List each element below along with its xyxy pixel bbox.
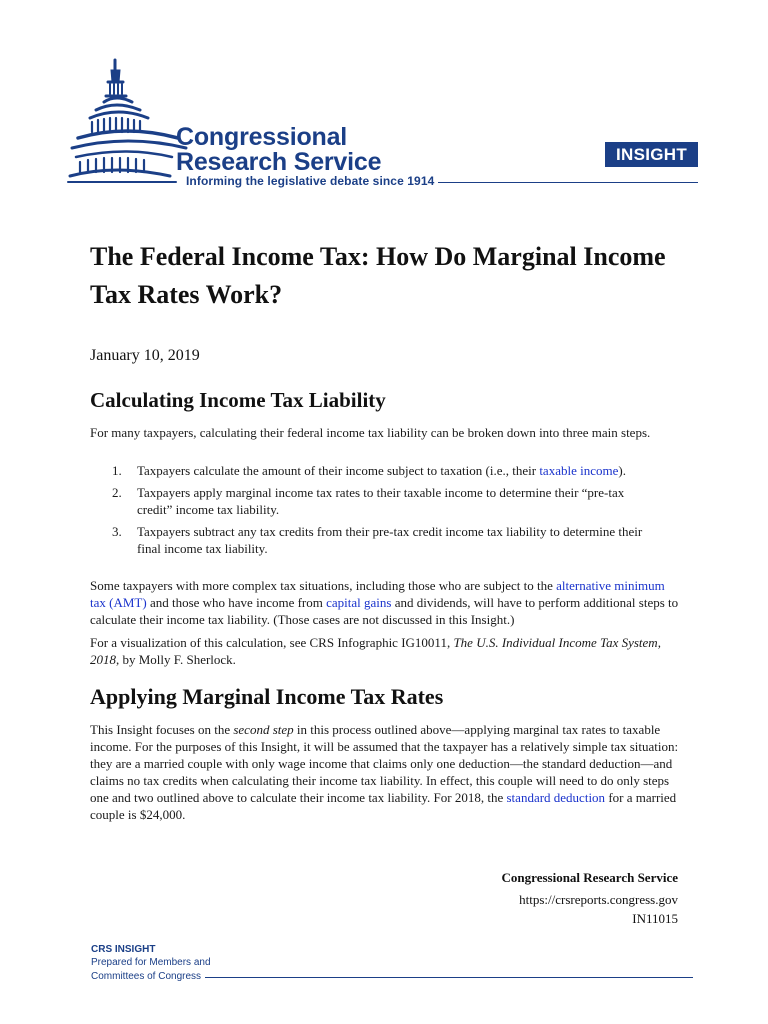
paragraph-text: for a married couple is $24,000. <box>90 790 677 822</box>
tagline-divider <box>438 182 698 183</box>
step-text: Taxpayers subtract any tax credits from their pre-tax credit income tax liability to determine their final income tax liability. <box>137 524 643 556</box>
org-name-line2: Research Service <box>176 148 382 176</box>
prepared-for-line2: Committees of Congress <box>91 971 202 982</box>
list-item-number: 2. <box>112 485 122 500</box>
paragraph-text: , by Molly F. Sherlock. <box>116 652 236 667</box>
paragraph-text: in this process outlined above—applying marginal tax rates to taxable income. For the purposes of this Insight, it will be assumed that the taxpayer has a relatively simple tax situation: they are a married couple with only wage income that claims only one deduction—the standard deduction—and claims no tax credits when calculating their income tax liability. In effect, this couple will need to do only steps one and two outlined above to calculate their income tax liability. For 2018, the <box>90 722 679 805</box>
paragraph-text: For a visualization of this calculation, see CRS Infographic IG10011, <box>90 635 454 650</box>
footer-org-name: Congressional Research Service <box>501 870 678 885</box>
emphasis-text: second step <box>233 722 294 737</box>
paragraph-text: and those who have income from <box>146 595 327 610</box>
complex-situations-paragraph <box>90 577 680 628</box>
prepared-for-line1: Prepared for Members and <box>91 957 211 968</box>
taxable-income-link[interactable]: taxable income <box>539 463 619 478</box>
applying-paragraph <box>90 721 680 823</box>
capitol-dome-icon <box>66 58 192 186</box>
list-item <box>108 523 648 557</box>
visualization-paragraph <box>90 634 680 668</box>
footer-divider <box>205 977 693 978</box>
step-text: Taxpayers calculate the amount of their income subject to taxation (i.e., their <box>137 463 540 478</box>
footer-url: https://crsreports.congress.gov <box>519 892 678 907</box>
section-heading-calculating: Calculating Income Tax Liability <box>90 388 386 412</box>
infographic-title: The U.S. Individual Income Tax System, 2018 <box>90 635 661 667</box>
step-text-end: ). <box>618 463 626 478</box>
paragraph-text: This Insight focuses on the <box>90 722 234 737</box>
list-item-number: 1. <box>112 463 122 478</box>
standard-deduction-link[interactable]: standard deduction <box>506 790 606 805</box>
report-id: IN11015 <box>632 911 678 926</box>
intro-paragraph: For many taxpayers, calculating their federal income tax liability can be broken down into three main steps. <box>90 425 651 440</box>
amt-link[interactable]: alternative minimum tax (AMT) <box>90 578 665 610</box>
publication-date: January 10, 2019 <box>90 347 200 364</box>
page-title: The Federal Income Tax: How Do Marginal Income Tax Rates Work? <box>90 242 666 309</box>
crs-insight-label: CRS INSIGHT <box>91 944 156 955</box>
step-text: Taxpayers apply marginal income tax rates to their taxable income to determine their “pre-tax credit” income tax liability. <box>137 485 625 517</box>
list-item <box>108 462 648 479</box>
steps-list <box>108 462 648 562</box>
capital-gains-link[interactable]: capital gains <box>326 595 392 610</box>
paragraph-text: and dividends, will have to perform additional steps to calculate their income tax liability. (Those cases are not discussed in this Insight.) <box>90 595 679 627</box>
list-item <box>108 484 648 518</box>
paragraph-text: Some taxpayers with more complex tax situations, including those who are subject to the <box>90 578 557 593</box>
list-item-number: 3. <box>112 524 122 539</box>
org-tagline: Informing the legislative debate since 1914 <box>186 174 435 188</box>
org-name-line1: Congressional <box>176 123 348 151</box>
insight-badge: INSIGHT <box>605 142 698 167</box>
section-heading-applying: Applying Marginal Income Tax Rates <box>90 684 444 709</box>
